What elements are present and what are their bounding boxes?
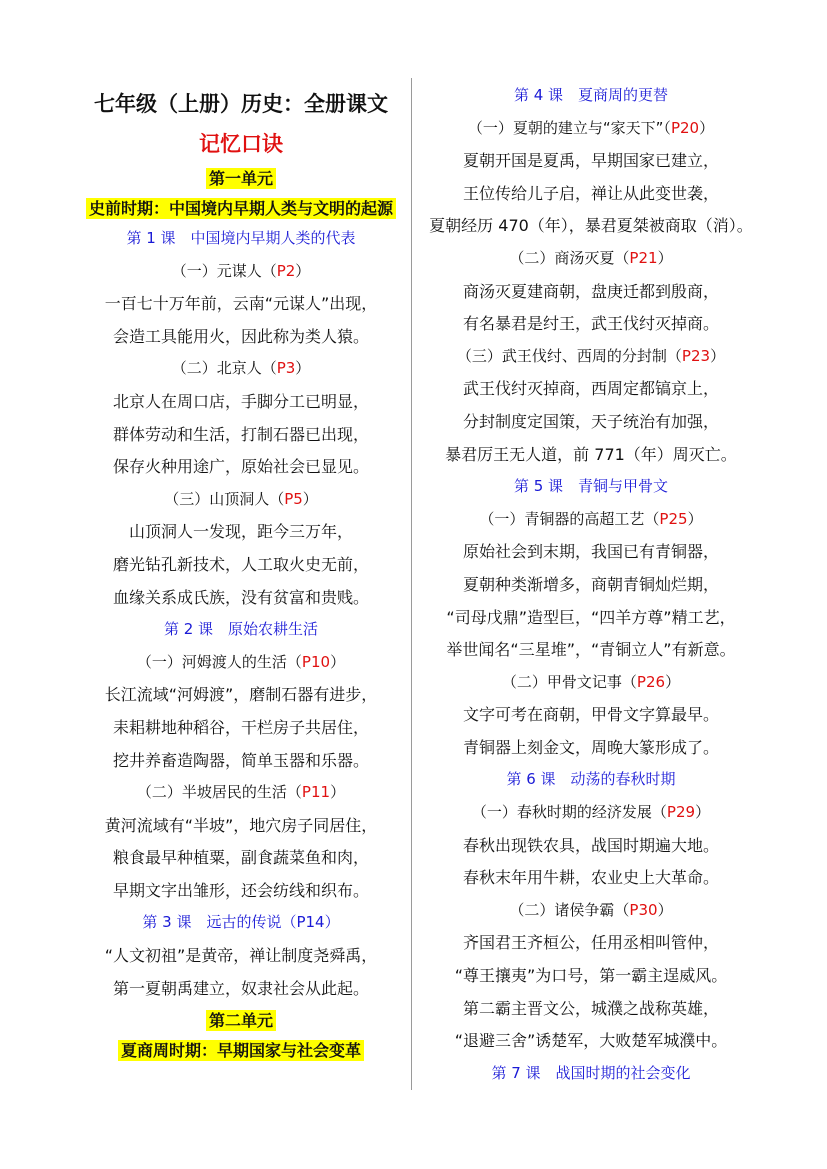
lesson6-section1-title: （一）春秋时期的经济发展（P29） [471, 803, 711, 822]
verse-line: 分封制度定国策，天子统治有加强， [462, 411, 719, 431]
page-ref: P30 [629, 900, 658, 919]
unit2-period [74, 1040, 408, 1061]
verse-line: 第二霸主晋文公，城濮之战称英雄， [462, 998, 719, 1018]
verse-line: 夏朝种类渐增多，商朝青铜灿烂期， [462, 574, 719, 594]
verse-line: 有名暴君是纣王，武王伐纣灭掉商。 [462, 314, 719, 334]
verse-line: 夏朝开国是夏禹，早期国家已建立， [462, 151, 719, 171]
lesson2-section1-title: （一）河姆渡人的生活（P10） [136, 652, 346, 671]
left-column [74, 78, 408, 1070]
unit2-period-text: 夏商周时期：早期国家与社会变革 [118, 1040, 364, 1061]
lesson5-section2-title: （二）甲骨文记事（P26） [501, 672, 681, 691]
verse-line: “尊王攘夷”为口号，第一霸主逞威风。 [454, 966, 728, 986]
unit1-period-text: 史前时期：中国境内早期人类与文明的起源 [86, 198, 396, 219]
verse-line: 一百七十万年前，云南“元谋人”出现， [104, 294, 378, 314]
verse-line: 青铜器上刻金文，周晚大篆形成了。 [462, 737, 719, 757]
verse-line: 会造工具能用火，因此称为类人猿。 [112, 326, 369, 346]
verse-line: 王位传给儿子启，禅让从此变世袭， [462, 183, 719, 203]
column-divider [411, 78, 412, 1090]
page-ref: P11 [301, 783, 331, 802]
verse-line: 原始社会到末期，我国已有青铜器， [462, 542, 719, 562]
lesson1-section3-title: （三）山顶洞人（P5） [164, 489, 318, 508]
lesson5-title: 第 5 课 青铜与甲骨文 [513, 477, 669, 496]
page-ref: P25 [659, 509, 688, 528]
lesson1-section1-title: （一）元谋人（P2） [171, 261, 311, 280]
unit1-label-text: 第一单元 [206, 168, 276, 189]
lesson1-section2-title: （二）北京人（P3） [171, 359, 311, 378]
right-column [422, 78, 760, 1095]
verse-line: 早期文字出雏形，还会纺线和织布。 [112, 880, 369, 900]
lesson2-title: 第 2 课 原始农耕生活 [163, 620, 319, 639]
lesson7-title: 第 7 课 战国时期的社会变化 [491, 1063, 691, 1082]
verse-line: 夏朝经历 470（年），暴君夏桀被商取（消）。 [429, 216, 753, 236]
page-ref: P26 [636, 672, 666, 691]
verse-line: 文字可考在商朝，甲骨文字算最早。 [462, 705, 719, 725]
lesson2-section2-title: （二）半坡居民的生活（P11） [136, 783, 346, 802]
page-ref: P5 [284, 489, 303, 508]
verse-line: 暴君厉王无人道，前 771（年）周灭亡。 [445, 444, 737, 464]
verse-line: 春秋末年用牛耕，农业史上大革命。 [462, 868, 719, 888]
unit2-label [74, 1010, 408, 1031]
verse-line: 北京人在周口店，手脚分工已明显， [112, 391, 369, 411]
verse-line: 商汤灭夏建商朝，盘庚迁都到殷商， [462, 281, 719, 301]
lesson5-section1-title: （一）青铜器的高超工艺（P25） [479, 509, 703, 528]
lesson4-section1-title: （一）夏朝的建立与“家天下”（P20） [467, 118, 715, 137]
verse-line: 齐国君王齐桓公，任用丞相叫管仲， [462, 933, 719, 953]
lesson6-title: 第 6 课 动荡的春秋时期 [506, 770, 676, 789]
verse-line: 第一夏朝禹建立，奴隶社会从此起。 [112, 978, 369, 998]
unit1-period [74, 198, 408, 219]
lesson4-title: 第 4 课 夏商周的更替 [513, 86, 669, 104]
unit1-label [74, 168, 408, 189]
page-ref: P20 [670, 118, 700, 137]
verse-line: 黄河流域有“半坡”，地穴房子同居住， [104, 815, 378, 835]
document-subtitle: 记忆口诀 [199, 132, 283, 156]
page-ref: P29 [666, 803, 696, 822]
verse-line: 挖井养畜造陶器，简单玉器和乐器。 [112, 750, 369, 770]
unit2-label-text: 第二单元 [206, 1010, 276, 1031]
verse-line: 武王伐纣灭掉商，西周定都镐京上， [462, 379, 719, 399]
verse-line: 山顶洞人一发现，距今三万年， [128, 522, 353, 542]
page-ref: P3 [276, 359, 296, 378]
lesson3-title: 第 3 课 远古的传说（P14） [142, 913, 340, 932]
lesson1-title: 第 1 课 中国境内早期人类的代表 [126, 229, 356, 247]
lesson4-section2-title: （二）商汤灭夏（P21） [509, 248, 673, 267]
verse-line: 春秋出现铁农具，战国时期遍大地。 [462, 835, 719, 855]
verse-line: 磨光钻孔新技术，人工取火史无前， [112, 554, 369, 574]
verse-line: 耒耜耕地种稻谷，干栏房子共居住， [112, 717, 369, 737]
verse-line: 血缘关系成氏族，没有贫富和贵贱。 [112, 587, 369, 607]
page-ref: P21 [629, 248, 658, 267]
verse-line: “人文初祖”是黄帝，禅让制度尧舜禹， [104, 946, 378, 966]
verse-line: 粮食最早种植粟，副食蔬菜鱼和肉， [112, 848, 369, 868]
verse-line: 保存火种用途广，原始社会已显见。 [112, 457, 369, 477]
page-ref: P10 [301, 652, 331, 671]
lesson4-section3-title: （三）武王伐纣、西周的分封制（P23） [456, 346, 726, 365]
page-ref: P23 [681, 346, 711, 365]
verse-line: 长江流域“河姆渡”，磨制石器有进步， [104, 685, 378, 705]
document-title: 七年级（上册）历史：全册课文 [94, 92, 388, 116]
page-ref: P2 [276, 261, 296, 280]
verse-line: 群体劳动和生活，打制石器已出现， [112, 424, 369, 444]
lesson6-section2-title: （二）诸侯争霸（P30） [509, 900, 673, 919]
verse-line: “司母戊鼎”造型巨，“四羊方尊”精工艺， [446, 607, 736, 627]
verse-line: 举世闻名“三星堆”，“青铜立人”有新意。 [446, 640, 736, 660]
verse-line: “退避三舍”诱楚军，大败楚军城濮中。 [454, 1031, 728, 1051]
